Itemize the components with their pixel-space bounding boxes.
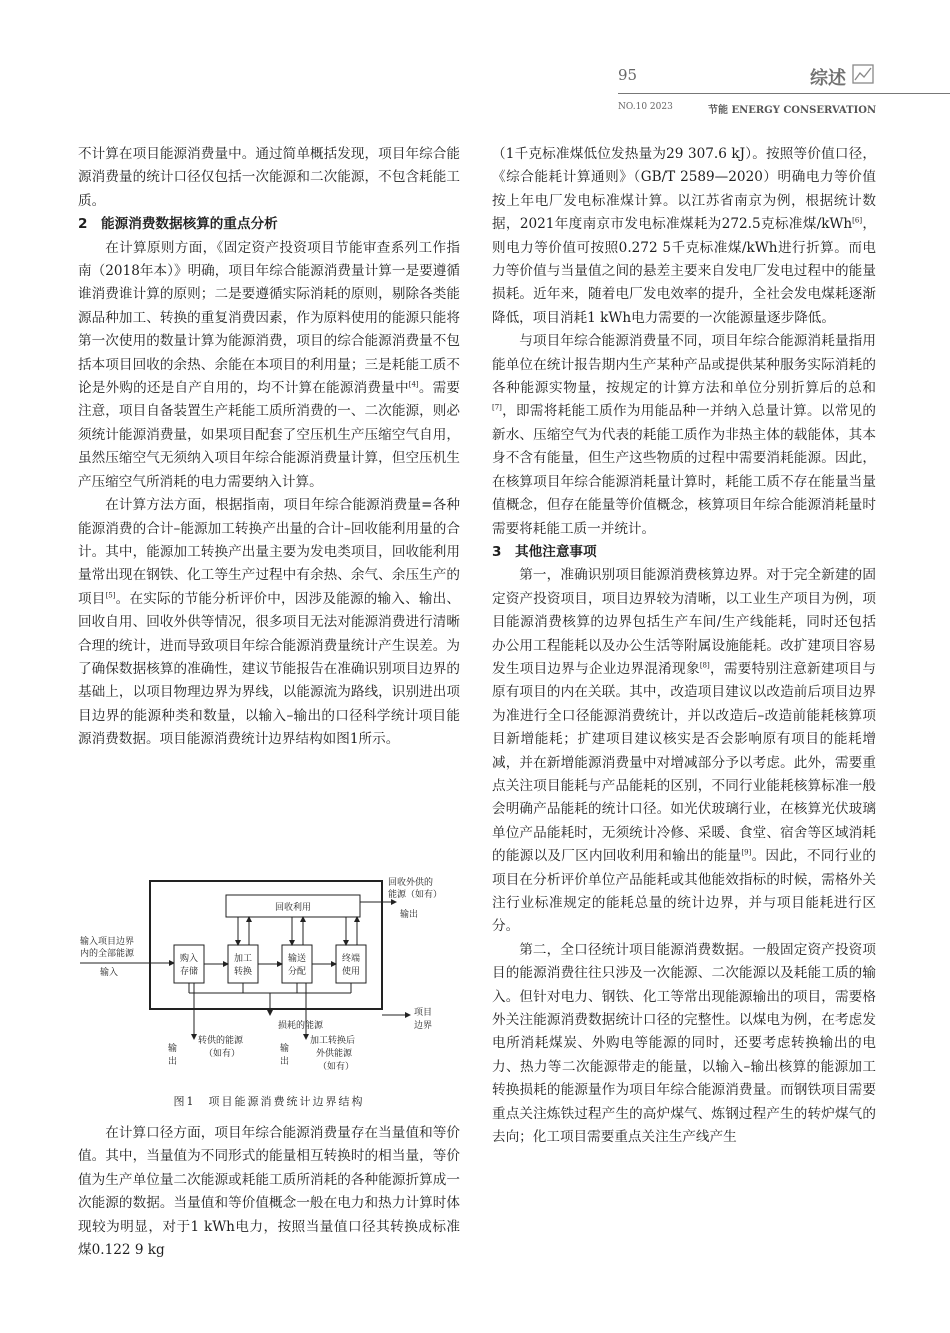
chart-icon <box>852 64 874 84</box>
journal-label: 节能 ENERGY CONSERVATION <box>708 105 877 116</box>
left-column-bottom <box>78 1122 460 1262</box>
distribution-box <box>282 945 312 983</box>
box-label: 输送 <box>287 954 307 964</box>
recycle-out-label: 能源（如有） <box>388 890 443 900</box>
citation: [4] <box>408 380 419 389</box>
paragraph: 与项目年综合能源消费量不同，项目年综合能源消耗量指用能单位在统计报告期内生产某种产品或提供某种服务实际消耗的各种能源实物量，按规定的计算方法和单位分别折算后的总和[7]，即需将耗能工质作为用能品种一并纳入总量计算。以常见的新水、压缩空气为代表的耗能工质作为非热主体的载能体，其本身不含有能量，但生产这些物质的过程中需要消耗能源。因此，在核算项目年综合能源消耗量计算时，耗能工质不存在能量当量值概念，但存在能量等价值概念，核算项目年综合能源消耗量时需要将耗能工质一并统计。 <box>492 333 876 537</box>
box-label: 转换 <box>233 967 253 977</box>
input-label: 输入 <box>100 968 119 978</box>
output-label: 出 <box>168 1057 178 1067</box>
external-supply-label: 外供能源 <box>316 1049 353 1059</box>
purchase-box <box>174 945 204 983</box>
recycle-label: 回收利用 <box>274 903 312 913</box>
page-number: 95 <box>618 66 638 84</box>
paragraph: 第二，全口径统计项目能源消费数据。一般固定资产投资项目的能源消费往往只涉及一次能源、二次能源以及耗能工质的输入。但针对电力、钢铁、化工等常出现能源输出的项目，需要格外关注能源消费数据统计口径的完整性。以煤电为例，在考虑发电所消耗煤炭、外购电等能源的同时，还要考虑转换输出的电力、热力等二次能源带走的能量，以输入–输出核算的能源加工转换损耗的能源量作为项目年综合能源消费量。而钢铁项目需要重点关注炼铁过程产生的高炉煤气、炼钢过程产生的转炉煤气的去向；化工项目需要重点关注生产线产生 <box>492 941 876 1146</box>
output-label: 出 <box>280 1057 290 1067</box>
paragraph: 第一，准确识别项目能源消费核算边界。对于完全新建的固定资产投资项目，项目边界较为清晰，以工业生产项目为例，项目能源消费核算的边界包括生产车间/生产线能耗，同时还包括办公用工程能耗以及办公生活等附属设施能耗。改扩建项目容易发生项目边界与企业边界混淆现象[8]，需要特别注意新建项目与原有项目的内在关联。其中，改造项目建议以改造前后项目边界为准进行全口径能源消费统计，并以改造后–改造前能耗核算项目新增能耗；扩建项目建议核实是否会影响原有项目的能耗增减，并在新增能源消费量中对增减部分予以考虑。此外，需要重点关注项目能耗与产品能耗的区别，不同行业能耗核算标准一般会明确产品能耗的统计口径。如光伏玻璃行业，在核算光伏玻璃单位产品能耗时，无须统计冷修、采暖、食堂、宿舍等区域消耗的能源以及厂区内回收利用和输出的能量[9]。因此，不同行业的项目在分析评价单位产品能耗或其他能效指标的时候，需格外关注行业标准规定的能耗总量的统计边界，并与项目能耗进行区分。 <box>492 567 877 935</box>
paragraph: 在计算口径方面，项目年综合能源消费量存在当量值和等价值。其中，当量值为不同形式的能量相互转换时的相当量，等价值为生产单位量二次能源或耗能工质所消耗的各种能源折算成一次能源的数据。当量值和等价值概念一般在电力和热力计算时体现较为明显，对于1 kWh电力，按照当量值口径其转换成标准煤0.122 9 kg <box>78 1125 460 1259</box>
external-supply-label: 加工转换后 <box>310 1036 356 1046</box>
section-title: 综述 <box>810 68 846 89</box>
citation: [8] <box>699 661 710 670</box>
citation: [5] <box>105 591 116 600</box>
boundary-label: 项目 <box>414 1008 433 1018</box>
output-label: 输 <box>168 1044 178 1054</box>
transfer-label: （如有） <box>204 1049 241 1059</box>
transfer-label: 转供的能源 <box>198 1036 244 1046</box>
box-label: 分配 <box>287 967 307 977</box>
loss-label: 损耗的能源 <box>278 1021 324 1031</box>
figure-caption: 图1 项目能源消费统计边界结构 <box>173 1095 365 1108</box>
box-label: 存储 <box>179 967 199 977</box>
recycle-out-label: 回收外供的 <box>388 878 434 888</box>
right-column <box>492 143 876 1149</box>
output-label: 输 <box>280 1044 290 1054</box>
box-label: 购入 <box>179 954 199 964</box>
input-label: 内的全部能源 <box>80 949 135 959</box>
box-label: 终端 <box>341 954 361 964</box>
section-heading-2: 2 能源消费数据核算的重点分析 <box>78 216 278 233</box>
figure-1-diagram <box>78 875 460 1090</box>
boundary-label: 边界 <box>414 1021 433 1031</box>
section-heading-3: 3 其他注意事项 <box>492 543 597 560</box>
paragraph: 不计算在项目能源消费量中。通过简单概括发现，项目年综合能源消费量的统计口径仅包括一次能源和二次能源，不包含耗能工质。 <box>78 146 460 209</box>
citation: [9] <box>741 848 752 857</box>
external-supply-label: （如有） <box>318 1062 355 1072</box>
paragraph: （1千克标准煤低位发热量为29 307.6 kJ）。按照等价值口径，《综合能耗计算通则》（GB/T 2589—2020）明确电力等价值按上年电厂发电标准煤计算。以江苏省南京为例，根据统计数据，2021年度南京市发电标准煤耗为272.5克标准煤/kWh[6]，则电力等价值可按照0.272 5千克标准煤/kWh进行折算。而电力等价值与当量值之间的悬差主要来自发电厂发电过程中的能量损耗。近年来，随着电厂发电效率的提升，全社会发电煤耗逐渐降低，项目消耗1 kWh电力需要的一次能源量逐步降低。 <box>492 146 876 326</box>
left-column-top <box>78 143 460 752</box>
paragraph: 在计算原则方面，《固定资产投资项目节能审查系列工作指南（2018年本）》明确，项目年综合能源消费量计算一是要遵循谁消费谁计算的原则；二是要遵循实际消耗的原则，剔除各类能源品种加工、转换的重复消费因素，作为原料使用的能源只能将第一次使用的数量计算为能源消费，项目的综合能源消费量不包括本项目回收的余热、余能在本项目的利用量；三是耗能工质不论是外购的还是自产自用的，均不计算在能源消费量中[4]。需要注意，项目自备装置生产耗能工质所消费的一、二次能源，则必须统计能源消费量，如果项目配套了空压机生产压缩空气自用，虽然压缩空气无须纳入项目年综合能源消费量计算，但空压机生产压缩空气所消耗的电力需要纳入计算。 <box>78 239 460 490</box>
header-rule <box>618 93 950 94</box>
box-label: 加工 <box>233 954 253 964</box>
citation: [7] <box>492 403 502 412</box>
end-use-box <box>336 945 366 983</box>
output-label: 输出 <box>400 910 419 920</box>
citation: [6] <box>852 216 863 225</box>
conversion-box <box>228 945 258 983</box>
input-label: 输入项目边界 <box>80 937 135 947</box>
paragraph: 在计算方法方面，根据指南，项目年综合能源消费量=各种能源消费的合计–能源加工转换产出量的合计–回收能利用量的合计。其中，能源加工转换产出量主要为发电类项目，回收能利用量常出现在钢铁、化工等生产过程中有余热、余气、余压生产的项目[5]。在实际的节能分析评价中，因涉及能源的输入、输出、回收自用、回收外供等情况，很多项目无法对能源消费进行清晰合理的统计，进而导致项目年综合能源消费量统计产生误差。为了确保数据核算的准确性，建议节能报告在准确识别项目边界的基础上，以项目物理边界为界线，以能源流为路线，识别进出项目边界的能源种类和数量，以输入–输出的口径科学统计项目能源消费数据。项目能源消费统计边界结构如图1所示。 <box>78 497 460 748</box>
box-label: 使用 <box>341 967 361 977</box>
issue-label: NO.10 2023 <box>618 102 673 112</box>
